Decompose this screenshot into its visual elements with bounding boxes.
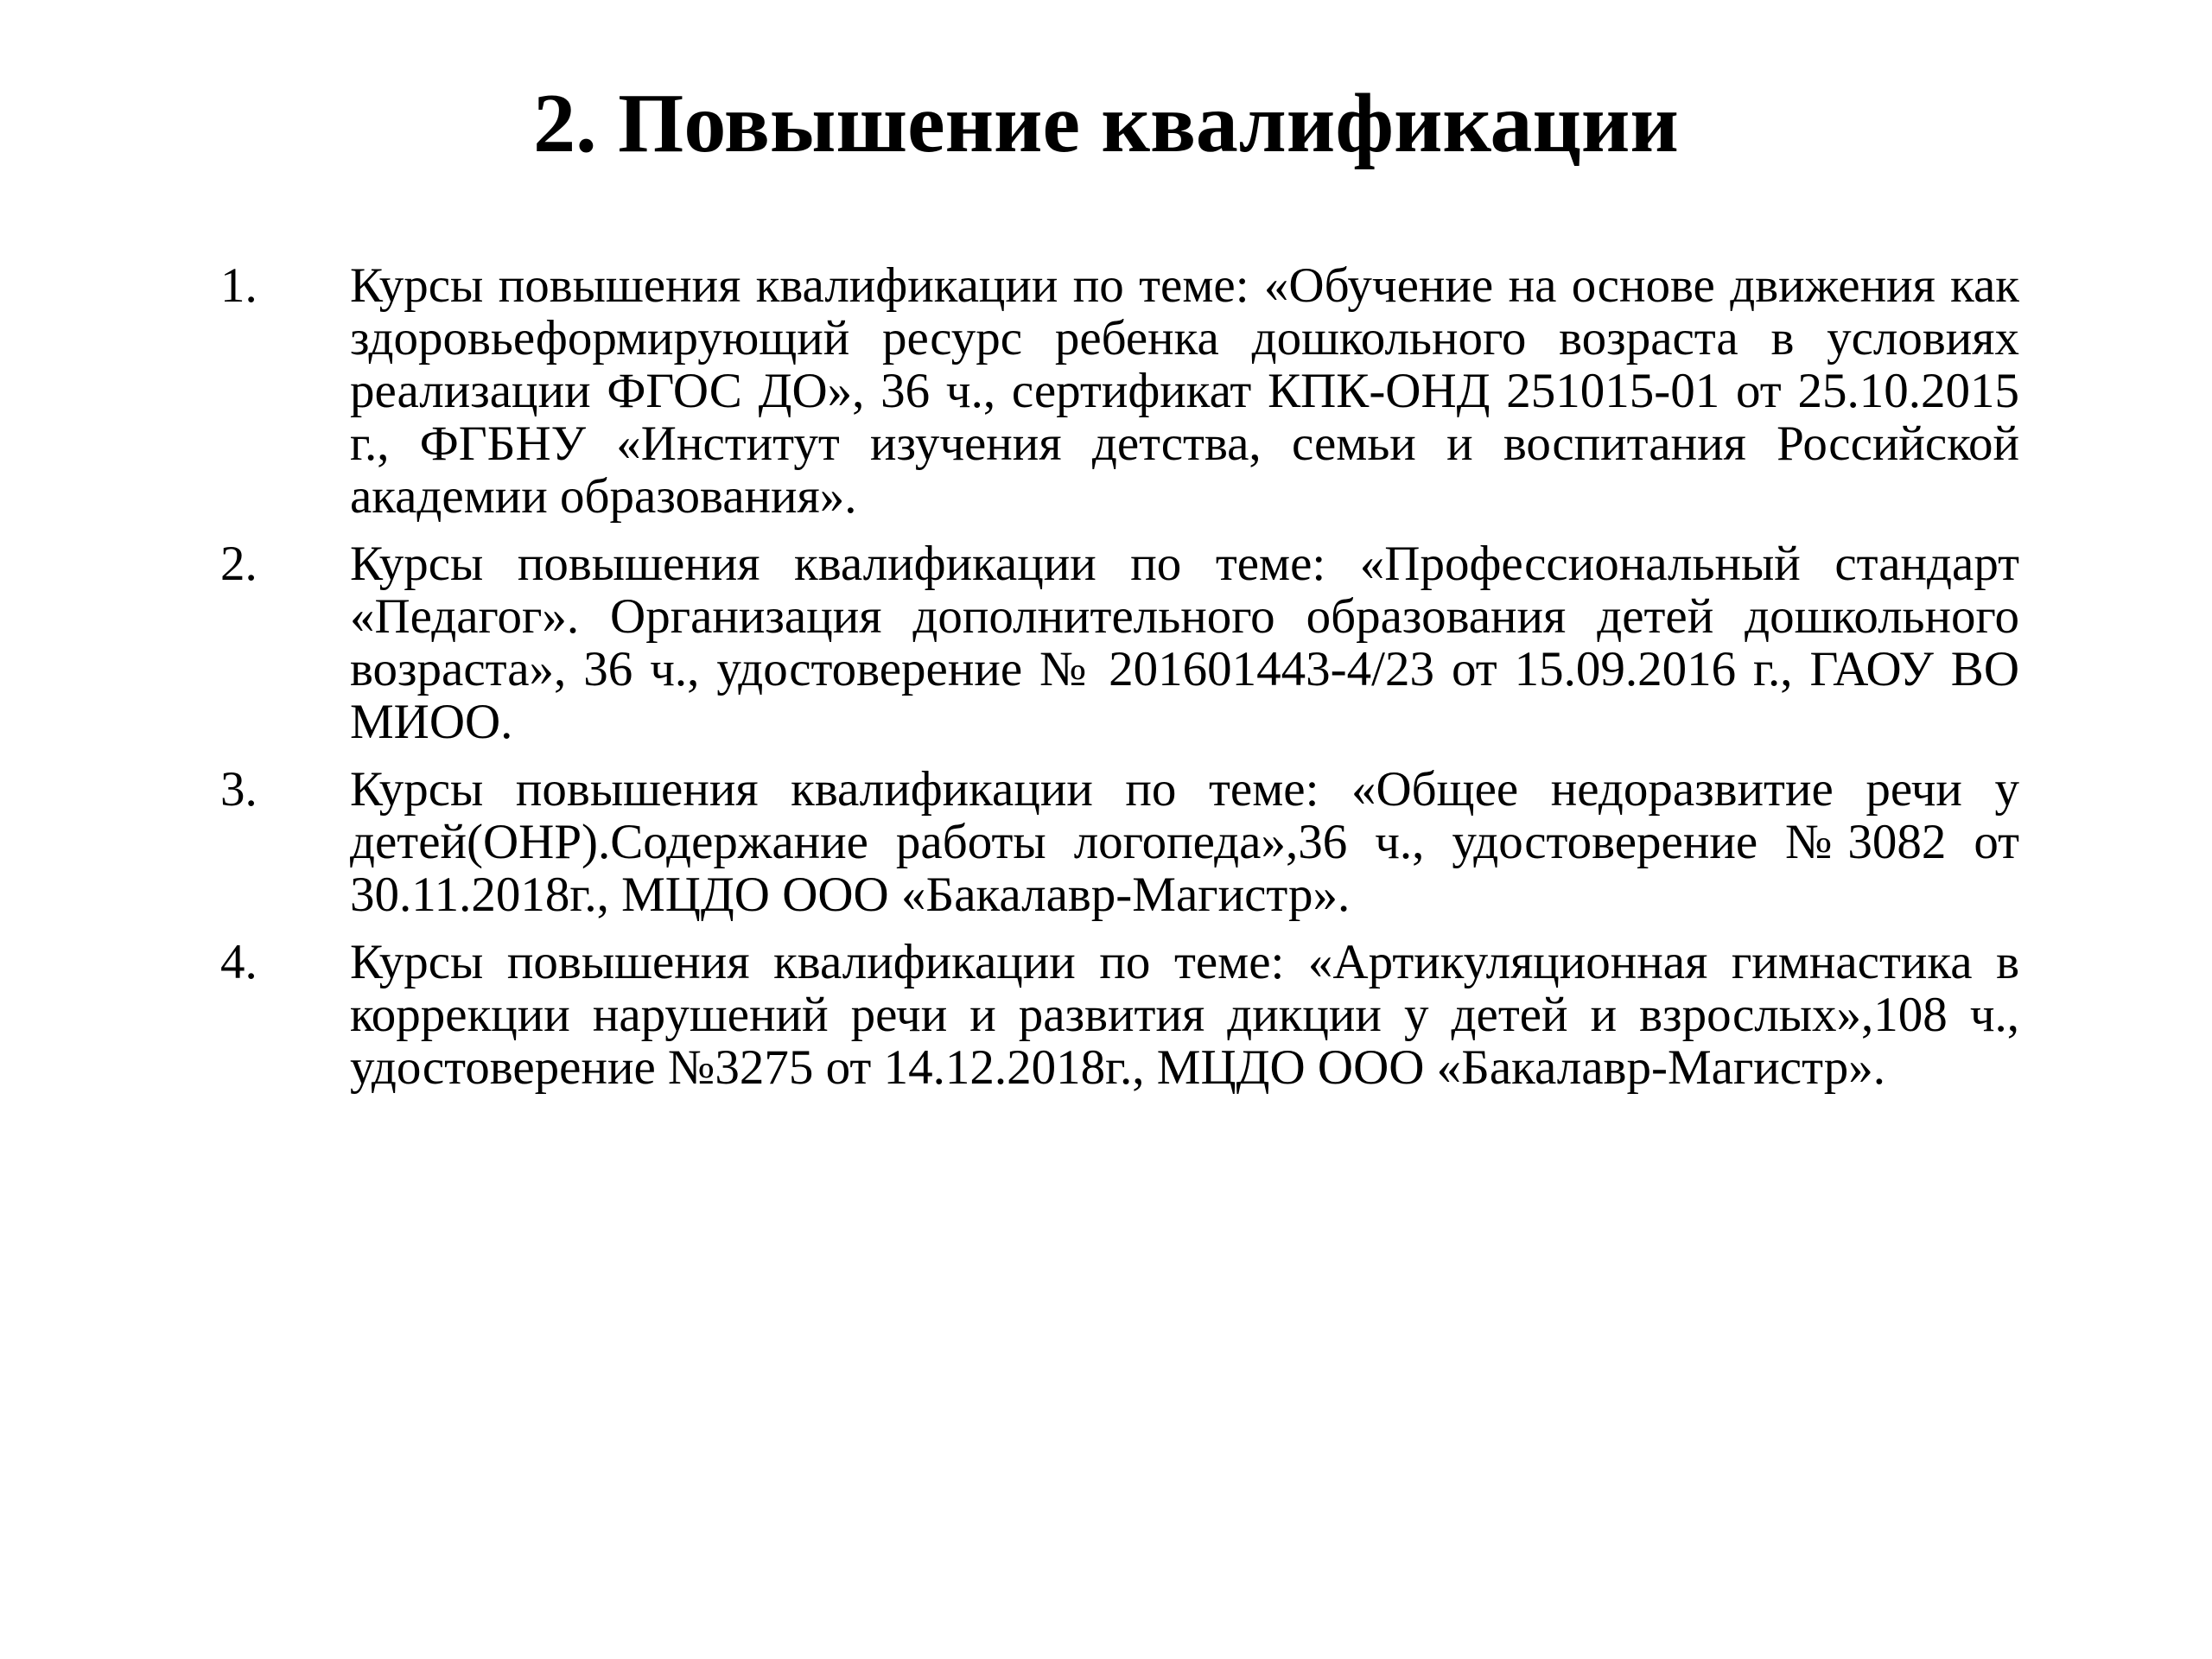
list-item-number: 1. (220, 258, 257, 313)
list-item-number: 4. (220, 935, 257, 989)
list-item-text: Курсы повышения квалификации по теме: «Профессиональный стандарт «Педагог». Организация дополнительного образования детей дошкольного возраста», 36 ч., удостоверение № 201601443-4/23 от 15.09.2016 г., ГАОУ ВО МИОО. (350, 537, 2019, 749)
list-item-number: 3. (220, 762, 257, 817)
list-item-number: 2. (220, 537, 257, 591)
list-item (220, 936, 2019, 1094)
list-item-text: Курсы повышения квалификации по теме: «Артикуляционная гимнастика в коррекции нарушений речи и развития дикции у детей и взрослых»,108 ч., удостоверение №3275 от 14.12.2018г., МЦДО ООО «Бакалавр-Магистр». (350, 935, 2019, 1095)
list-item (220, 537, 2019, 748)
course-list (220, 259, 2019, 1109)
list-item-text: Курсы повышения квалификации по теме: «Обучение на основе движения как здоровьеформирующий ресурс ребенка дошкольного возраста в условиях реализации ФГОС ДО», 36 ч., сертификат КПК-ОНД 251015-01 от 25.10.2015 г., ФГБНУ «Институт изучения детства, семьи и воспитания Российской академии образования». (350, 258, 2019, 524)
list-item (220, 763, 2019, 921)
list-item (220, 259, 2019, 523)
list-item-text: Курсы повышения квалификации по теме: «Общее недоразвитие речи у детей(ОНР).Содержание работы логопеда»,36 ч., удостоверение №3082 от 30.11.2018г., МЦДО ООО «Бакалавр-Магистр». (350, 762, 2019, 922)
slide-title: 2. Повышение квалификации (533, 77, 1679, 170)
